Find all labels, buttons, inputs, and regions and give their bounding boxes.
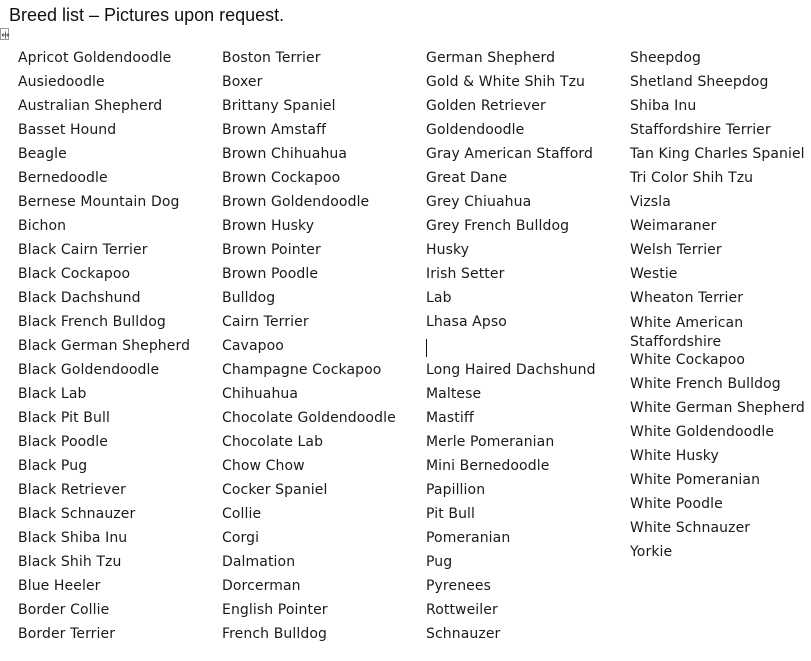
text-cursor bbox=[426, 339, 427, 357]
breed-cell[interactable]: Black Retriever bbox=[18, 482, 126, 498]
breed-cell[interactable]: Black Shiba Inu bbox=[18, 530, 128, 546]
breed-cell[interactable]: Black Cairn Terrier bbox=[18, 242, 148, 258]
breed-cell[interactable]: English Pointer bbox=[222, 602, 328, 618]
breed-cell[interactable]: Chihuahua bbox=[222, 386, 299, 402]
breed-cell[interactable]: Chocolate Goldendoodle bbox=[222, 410, 396, 426]
breed-table bbox=[0, 46, 811, 661]
breed-cell[interactable]: Cairn Terrier bbox=[222, 314, 309, 330]
breed-cell[interactable]: Welsh Terrier bbox=[630, 242, 722, 258]
breed-cell[interactable]: Black Shih Tzu bbox=[18, 554, 122, 570]
breed-cell[interactable]: Brown Husky bbox=[222, 218, 315, 234]
breed-cell[interactable]: Boston Terrier bbox=[222, 50, 321, 66]
breed-cell[interactable]: Shetland Sheepdog bbox=[630, 74, 769, 90]
breed-column-4 bbox=[630, 46, 805, 564]
breed-cell[interactable]: White German Shepherd bbox=[630, 400, 805, 416]
breed-cell[interactable]: German Shepherd bbox=[426, 50, 556, 66]
breed-cell[interactable]: Bernese Mountain Dog bbox=[18, 194, 180, 210]
breed-cell[interactable]: Staffordshire Terrier bbox=[630, 122, 771, 138]
breed-cell[interactable]: Mastiff bbox=[426, 410, 474, 426]
breed-cell[interactable]: Long Haired Dachshund bbox=[426, 362, 596, 378]
document-title[interactable]: Breed list – Pictures upon request. bbox=[9, 5, 285, 25]
breed-column-3 bbox=[426, 46, 596, 646]
breed-cell[interactable]: Black German Shepherd bbox=[18, 338, 191, 354]
breed-cell[interactable]: Black Pug bbox=[18, 458, 88, 474]
breed-cell[interactable]: Merle Pomeranian bbox=[426, 434, 555, 450]
breed-column-1 bbox=[18, 46, 190, 646]
breed-cell[interactable]: Tri Color Shih Tzu bbox=[630, 170, 754, 186]
breed-cell[interactable]: Gray American Stafford bbox=[426, 146, 593, 162]
breed-cell[interactable]: Beagle bbox=[18, 146, 67, 162]
breed-cell[interactable]: Brown Chihuahua bbox=[222, 146, 348, 162]
breed-cell[interactable]: White Cockapoo bbox=[630, 352, 746, 368]
breed-cell[interactable]: Pyrenees bbox=[426, 578, 491, 594]
breed-cell[interactable]: Brown Pointer bbox=[222, 242, 321, 258]
breed-cell[interactable]: Bernedoodle bbox=[18, 170, 108, 186]
breed-cell[interactable]: Ausiedoodle bbox=[18, 74, 105, 90]
breed-cell[interactable]: White American Staffordshire bbox=[630, 315, 744, 350]
breed-cell[interactable]: Chocolate Lab bbox=[222, 434, 324, 450]
breed-cell[interactable]: Corgi bbox=[222, 530, 260, 546]
breed-cell[interactable]: Pit Bull bbox=[426, 506, 476, 522]
breed-cell[interactable]: White Poodle bbox=[630, 496, 723, 512]
breed-cell[interactable]: Pomeranian bbox=[426, 530, 511, 546]
breed-cell[interactable] bbox=[426, 334, 596, 358]
breed-cell[interactable]: Rottweiler bbox=[426, 602, 498, 618]
breed-cell[interactable]: Bulldog bbox=[222, 290, 276, 306]
breed-cell[interactable]: Black Goldendoodle bbox=[18, 362, 160, 378]
breed-cell[interactable]: Westie bbox=[630, 266, 678, 282]
breed-cell[interactable]: Collie bbox=[222, 506, 262, 522]
breed-cell[interactable]: Australian Shepherd bbox=[18, 98, 163, 114]
breed-cell[interactable]: White Goldendoodle bbox=[630, 424, 775, 440]
breed-cell[interactable]: White Schnauzer bbox=[630, 520, 751, 536]
breed-cell[interactable]: Golden Retriever bbox=[426, 98, 546, 114]
breed-cell[interactable]: Black Pit Bull bbox=[18, 410, 110, 426]
breed-cell[interactable]: Gold & White Shih Tzu bbox=[426, 74, 586, 90]
breed-cell[interactable]: Papillion bbox=[426, 482, 486, 498]
breed-cell[interactable]: Husky bbox=[426, 242, 470, 258]
breed-cell[interactable]: Black Schnauzer bbox=[18, 506, 136, 522]
breed-cell[interactable]: Dalmation bbox=[222, 554, 296, 570]
breed-cell[interactable]: Black French Bulldog bbox=[18, 314, 166, 330]
breed-cell[interactable]: Basset Hound bbox=[18, 122, 117, 138]
breed-cell[interactable]: Champagne Cockapoo bbox=[222, 362, 382, 378]
breed-cell[interactable]: Vizsla bbox=[630, 194, 671, 210]
breed-cell[interactable]: Great Dane bbox=[426, 170, 508, 186]
breed-cell[interactable]: Mini Bernedoodle bbox=[426, 458, 550, 474]
breed-cell[interactable]: Wheaton Terrier bbox=[630, 290, 744, 306]
breed-cell[interactable]: Black Poodle bbox=[18, 434, 108, 450]
breed-cell[interactable]: White Pomeranian bbox=[630, 472, 761, 488]
breed-cell[interactable]: Cavapoo bbox=[222, 338, 284, 354]
breed-cell[interactable]: Lhasa Apso bbox=[426, 314, 507, 330]
breed-cell[interactable]: Border Collie bbox=[18, 602, 110, 618]
breed-column-2 bbox=[222, 46, 396, 646]
breed-cell[interactable]: Black Dachshund bbox=[18, 290, 141, 306]
breed-cell[interactable]: Sheepdog bbox=[630, 50, 702, 66]
breed-cell[interactable]: Dorcerman bbox=[222, 578, 301, 594]
breed-cell[interactable]: Weimaraner bbox=[630, 218, 717, 234]
breed-cell[interactable]: Brittany Spaniel bbox=[222, 98, 336, 114]
breed-cell[interactable]: Brown Poodle bbox=[222, 266, 319, 282]
breed-cell[interactable]: Maltese bbox=[426, 386, 482, 402]
breed-cell[interactable]: Grey French Bulldog bbox=[426, 218, 570, 234]
breed-cell[interactable]: White Husky bbox=[630, 448, 719, 464]
breed-cell[interactable]: Chow Chow bbox=[222, 458, 305, 474]
breed-cell[interactable]: Border Terrier bbox=[18, 626, 116, 642]
breed-cell[interactable]: Schnauzer bbox=[426, 626, 501, 642]
breed-cell[interactable]: Irish Setter bbox=[426, 266, 505, 282]
table-move-handle[interactable] bbox=[0, 28, 9, 40]
breed-cell[interactable]: Goldendoodle bbox=[426, 122, 525, 138]
breed-cell[interactable]: Yorkie bbox=[630, 544, 673, 560]
breed-cell[interactable]: Bichon bbox=[18, 218, 67, 234]
breed-cell[interactable]: Lab bbox=[426, 290, 452, 306]
breed-cell[interactable]: Brown Goldendoodle bbox=[222, 194, 370, 210]
breed-cell[interactable]: Tan King Charles Spaniel bbox=[630, 146, 805, 162]
breed-cell[interactable]: Apricot Goldendoodle bbox=[18, 50, 172, 66]
move-arrows-icon bbox=[1, 30, 10, 40]
breed-cell[interactable]: Brown Amstaff bbox=[222, 122, 327, 138]
breed-cell[interactable]: Cocker Spaniel bbox=[222, 482, 328, 498]
breed-cell[interactable]: Black Lab bbox=[18, 386, 87, 402]
breed-cell[interactable]: Black Cockapoo bbox=[18, 266, 131, 282]
breed-cell[interactable]: White French Bulldog bbox=[630, 376, 781, 392]
breed-cell[interactable]: Boxer bbox=[222, 74, 263, 90]
breed-cell[interactable]: Blue Heeler bbox=[18, 578, 101, 594]
breed-cell[interactable]: Brown Cockapoo bbox=[222, 170, 341, 186]
breed-cell[interactable]: Grey Chiuahua bbox=[426, 194, 532, 210]
breed-cell[interactable]: French Bulldog bbox=[222, 626, 327, 642]
breed-cell[interactable]: Pug bbox=[426, 554, 453, 570]
breed-cell[interactable]: Shiba Inu bbox=[630, 98, 697, 114]
